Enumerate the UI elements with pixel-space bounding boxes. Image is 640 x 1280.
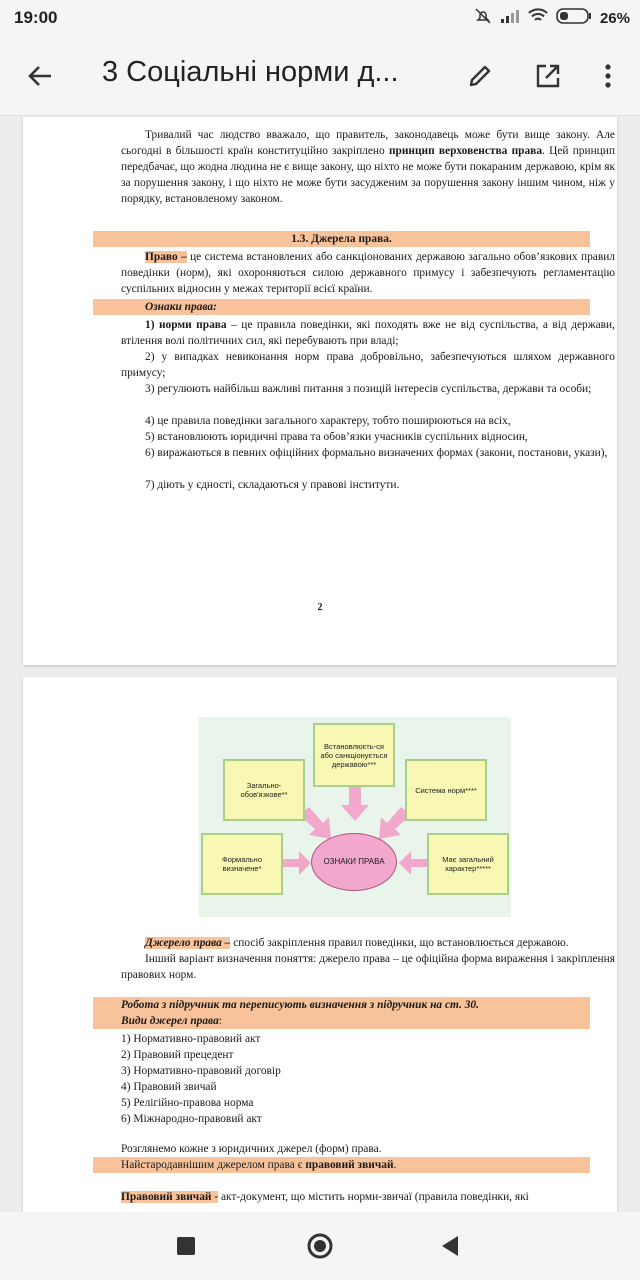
intro-paragraph: Тривалий час людство вважало, що правитель, законодавець може бути вище закону. Але сьогодні в більшості країн конституційно закріплено принцип верховенства права. Цей принцип передбачає, що жодна людина не є вище закону, що ніхто не може бути покараним державою, крім як за порушення закону, і що ніхто не може бути засудженим за порушення закону іншим чином, ніж у порядку, встановленому законом. — [121, 129, 615, 205]
task-text: Робота з підручник та переписують визначення з підручник на ст. 30. — [121, 999, 479, 1011]
signs-title: Ознаки права: — [145, 301, 217, 313]
page-number: 2 — [317, 602, 323, 613]
alt-definition: Інший варіант визначення поняття: джерело права – це офіційна форма вираження і закріплення правових норм. — [121, 953, 615, 981]
source-term: Джерело права – — [145, 937, 231, 949]
sign-item: 6) виражаються в певних офіційних формально визначених формах (закони, постанови, укази), — [145, 447, 608, 459]
mute-icon — [474, 7, 492, 30]
diagram-box-formal: Формально визначене* — [201, 833, 283, 895]
back-button[interactable] — [20, 56, 60, 96]
signs-of-law-diagram — [199, 717, 511, 917]
section-heading: 1.3. Джерела права. — [93, 231, 590, 247]
custom-definition: Правовий звичай - акт-документ, що містить норми-звичаї (правила поведінки, які — [121, 1191, 529, 1203]
law-definition: Право – це система встановлених або санкціонованих державою загально обов’язкових правил поведінки (норм), які охороняються силою державного примусу і забезпечують регламентацію суспільних відносин у межах території всієї країни. — [121, 251, 615, 295]
diagram-box-binding: Загально-обов'язкове** — [223, 759, 305, 821]
diagram-center: ОЗНАКИ ПРАВА — [311, 833, 397, 891]
source-definition: Джерело права – спосіб закріплення правил поведінки, що встановлюється державою. — [145, 937, 569, 949]
type-item: 5) Релігійно-правова норма — [121, 1097, 254, 1109]
battery-icon — [556, 7, 592, 30]
document-title: 3 Соціальні норми д... — [102, 56, 399, 88]
back-nav-button[interactable] — [430, 1228, 470, 1264]
oldest-source-text: Найстародавнішим джерелом права є правовий звичай. — [121, 1159, 397, 1171]
pencil-icon — [467, 63, 493, 89]
wifi-icon — [528, 8, 548, 29]
custom-term: Правовий звичай - — [121, 1191, 219, 1203]
type-item: 6) Міжнародно-правовий акт — [121, 1113, 262, 1125]
sign-item: 7) діють у єдності, складаються у правові інститути. — [145, 479, 400, 491]
sign-item: 4) це правила поведінки загального характеру, тобто поширюються на всіх, — [145, 415, 511, 427]
sign-item: 1) норми права – це правила поведінки, які походять вже не від суспільства, а від держави, втілення волі політичних сил, які перебувають при владі; — [121, 319, 615, 347]
type-item: 1) Нормативно-правовий акт — [121, 1033, 261, 1045]
types-title: Види джерел права: — [121, 1015, 222, 1027]
app-bar — [0, 36, 640, 116]
more-vert-icon — [604, 63, 612, 89]
signal-icon — [500, 8, 520, 29]
home-button[interactable] — [300, 1228, 340, 1264]
triangle-back-icon — [440, 1235, 460, 1257]
diagram-box-general: Має загальний характер***** — [427, 833, 509, 895]
edit-button[interactable] — [460, 56, 500, 96]
arrow-left-icon — [27, 64, 53, 88]
rule-of-law-term: принцип верховенства права — [388, 145, 543, 157]
law-term: Право – — [145, 251, 187, 263]
status-bar — [0, 0, 640, 36]
consider-text: Розглянемо кожне з юридичних джерел (форм) права. — [121, 1143, 382, 1155]
document-page-2 — [23, 117, 617, 665]
open-in-new-icon — [535, 63, 561, 89]
type-item: 3) Нормативно-правовий договір — [121, 1065, 281, 1077]
status-icons — [474, 7, 630, 30]
sign-item: 5) встановлюють юридичні права та обов’язки учасників суспільних відносин, — [145, 431, 528, 443]
status-time: 19:00 — [14, 8, 58, 27]
type-item: 2) Правовий прецедент — [121, 1049, 234, 1061]
recents-button[interactable] — [166, 1228, 206, 1264]
sign-item: 3) регулюють найбільш важливі питання з позицій інтересів суспільства, держави та особи; — [145, 383, 592, 395]
document-viewer[interactable] — [0, 117, 640, 1212]
battery-percent: 26% — [599, 10, 630, 27]
more-options-button[interactable] — [588, 56, 628, 96]
diagram-box-established: Встановлюєть-ся або санкціонується державою*** — [313, 723, 395, 787]
square-icon — [176, 1236, 196, 1256]
type-item: 4) Правовий звичай — [121, 1081, 217, 1093]
system-nav-bar — [0, 1212, 640, 1280]
diagram-box-system: Система норм**** — [405, 759, 487, 821]
sign-item: 2) у випадках невиконання норм права добровільно, забезпечуються шляхом державного примусу; — [121, 351, 615, 379]
document-page-3 — [23, 677, 617, 1212]
circle-icon — [306, 1232, 334, 1260]
open-external-button[interactable] — [528, 56, 568, 96]
